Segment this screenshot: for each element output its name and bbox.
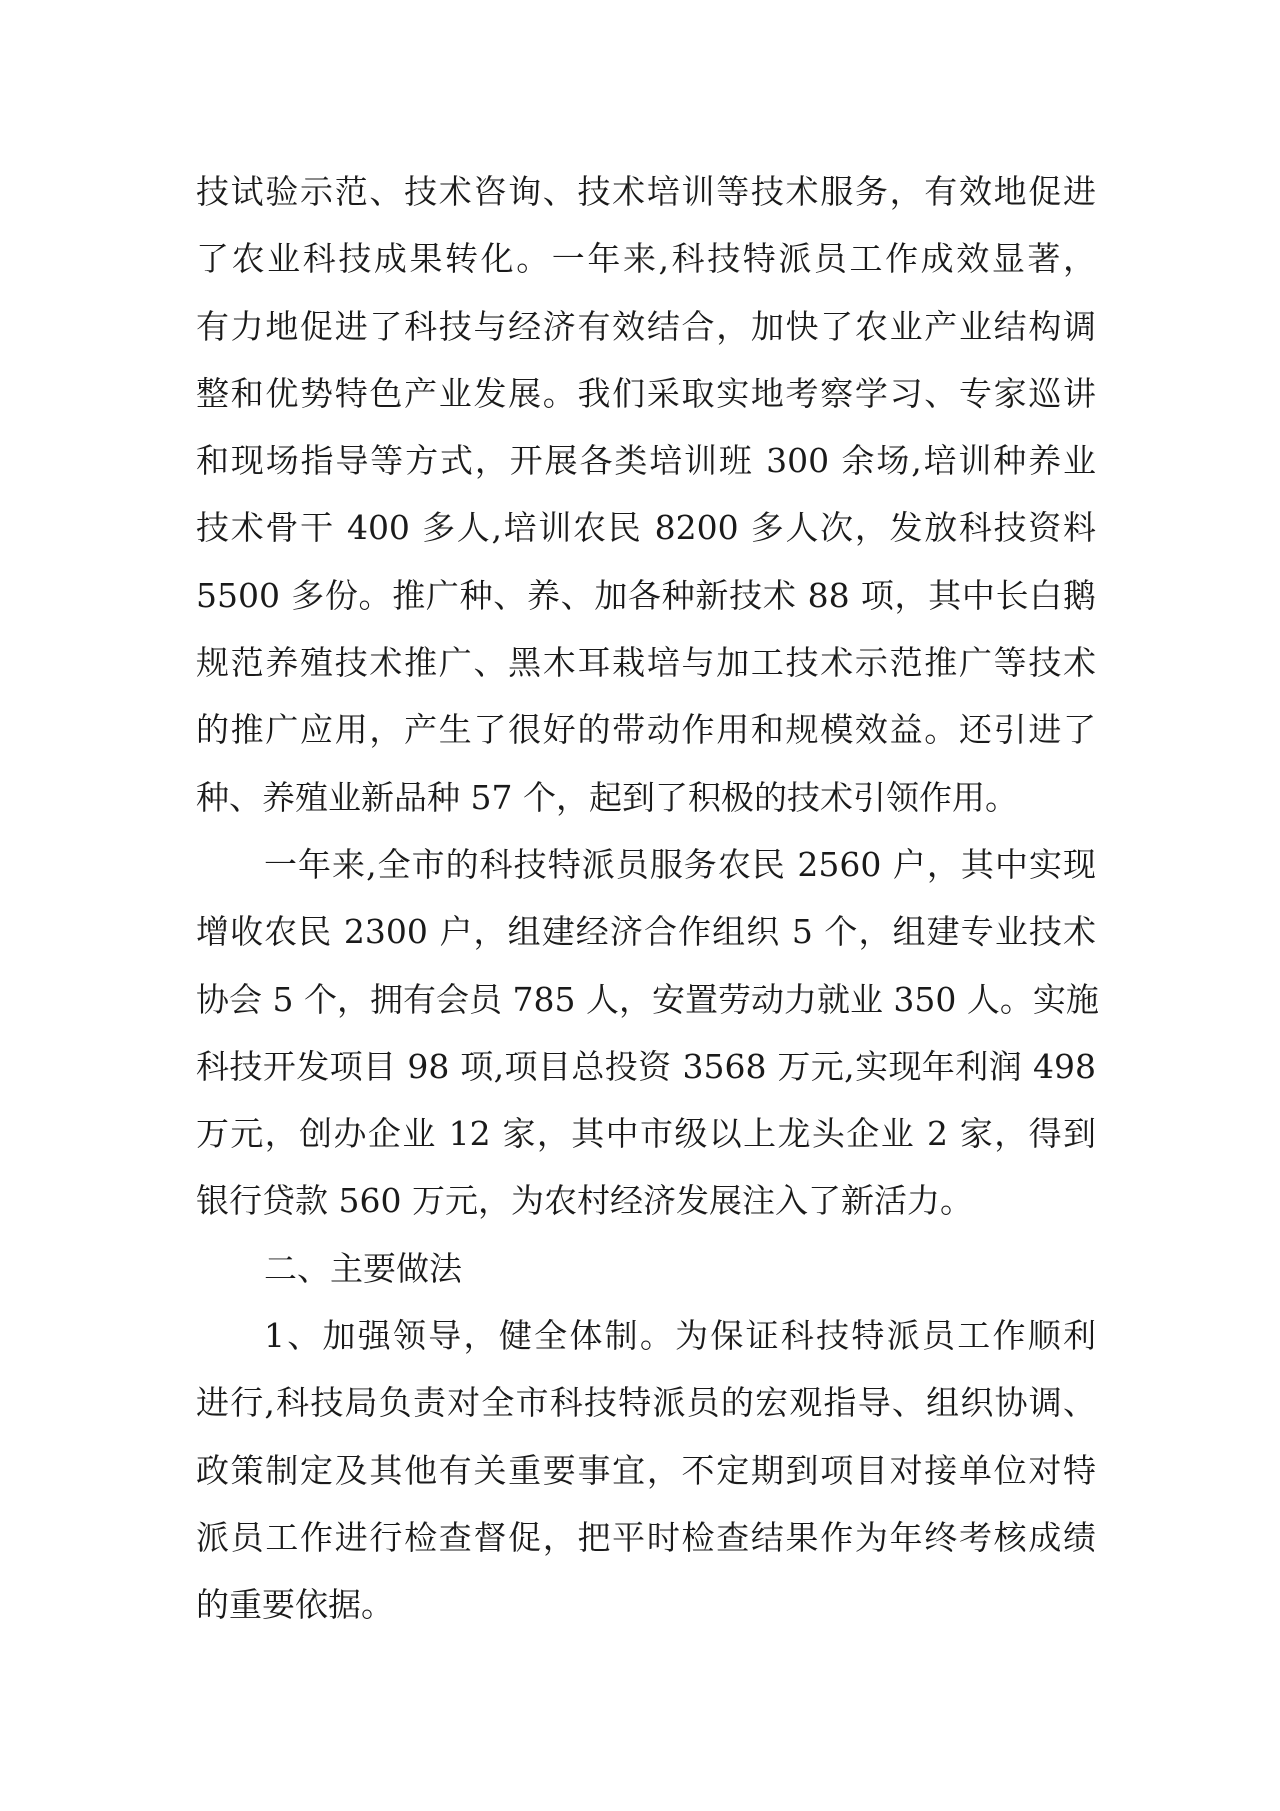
paragraph-first-line: 一年来,全市的科技特派员服务农民 2560 户，其中实现 [264, 844, 1096, 884]
text-line: 增收农民 2300 户，组建经济合作组织 5 个，组建专业技术 [196, 912, 1096, 952]
text-line: 的重要依据。 [196, 1585, 394, 1625]
paragraph-first-line: 1、加强领导，健全体制。为保证科技特派员工作顺利 [264, 1316, 1096, 1356]
text-line: 5500 多份。推广种、养、加各种新技术 88 项，其中长白鹅 [196, 575, 1096, 615]
text-line: 的推广应用，产生了很好的带动作用和规模效益。还引进了 [196, 710, 1096, 750]
text-line: 万元，创办企业 12 家，其中市级以上龙头企业 2 家，得到 [196, 1114, 1096, 1154]
text-line: 了农业科技成果转化。一年来,科技特派员工作成效显著， [196, 239, 1096, 279]
text-line: 协会 5 个，拥有会员 785 人，安置劳动力就业 350 人。实施 [196, 979, 1099, 1019]
text-line: 种、养殖业新品种 57 个，起到了积极的技术引领作用。 [196, 777, 1018, 817]
text-line: 政策制定及其他有关重要事宜，不定期到项目对接单位对特 [196, 1450, 1096, 1490]
text-line: 规范养殖技术推广、黑木耳栽培与加工技术示范推广等技术 [196, 643, 1096, 683]
text-line: 技试验示范、技术咨询、技术培训等技术服务，有效地促进 [196, 172, 1096, 211]
text-line: 科技开发项目 98 项,项目总投资 3568 万元,实现年利润 498 [196, 1046, 1096, 1086]
text-line: 派员工作进行检查督促，把平时检查结果作为年终考核成绩 [196, 1517, 1096, 1557]
text-line: 银行贷款 560 万元，为农村经济发展注入了新活力。 [196, 1181, 973, 1221]
text-line: 整和优势特色产业发展。我们采取实地考察学习、专家巡讲 [196, 373, 1096, 413]
text-line: 进行,科技局负责对全市科技特派员的宏观指导、组织协调、 [196, 1383, 1096, 1423]
text-line: 和现场指导等方式，开展各类培训班 300 余场,培训种养业 [196, 441, 1096, 481]
body-text [196, 158, 1099, 1639]
text-line: 有力地促进了科技与经济有效结合，加快了农业产业结构调 [196, 306, 1096, 346]
section-heading: 二、主要做法 [264, 1248, 462, 1288]
text-line: 技术骨干 400 多人,培训农民 8200 多人次，发放科技资料 [196, 508, 1096, 548]
